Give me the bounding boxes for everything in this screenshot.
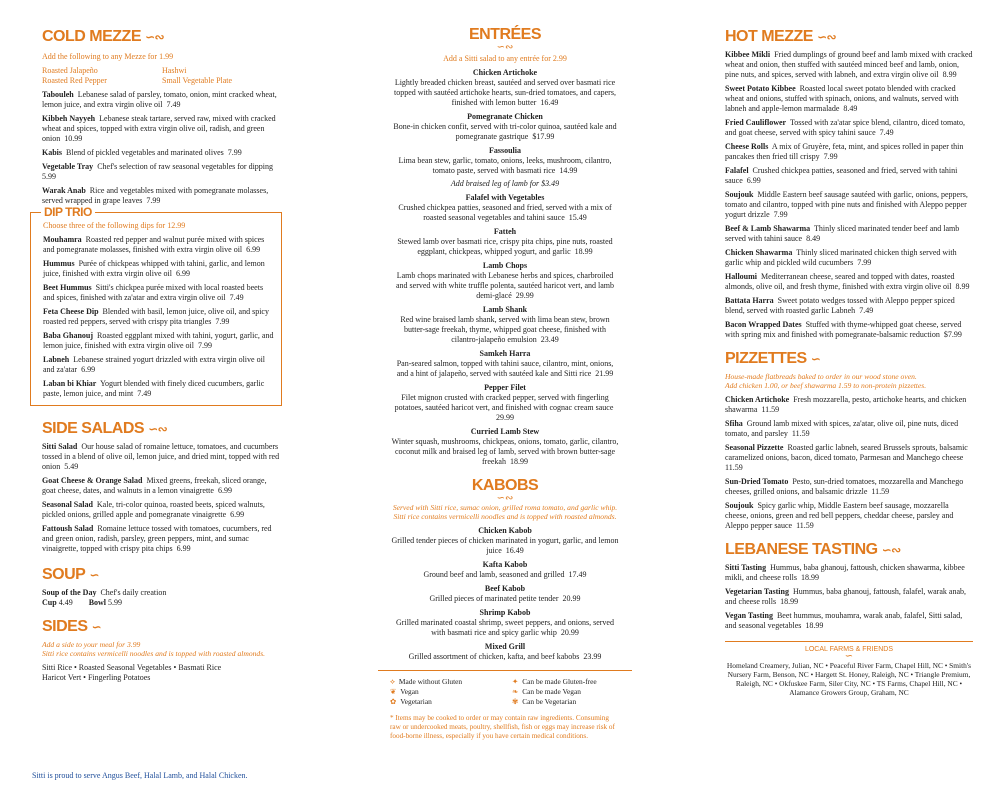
- menu-item-description: Blend of pickled vegetables and marinated olives: [66, 148, 224, 157]
- menu-item: [43, 379, 275, 399]
- menu-item: [725, 272, 973, 292]
- menu-item-description: Bone-in chicken confit, served with tri-color quinoa, sautéed kale and pomegranate gastrique: [393, 122, 617, 141]
- menu-item-description: Lamb chops marinated with Lebanese herbs and spices, charbroiled and served with white truffle polenta, sautéed haricot vert, and lamb demi-glacé: [396, 271, 614, 300]
- menu-item-description: Stewed lamb over basmati rice, crispy pita chips, pine nuts, roasted eggplant, chickpeas, whipped yogurt, and garlic: [397, 237, 613, 256]
- menu-item-description: Lima bean stew, garlic, tomato, onions, leeks, mushroom, cilantro, tomato paste, served with basmati rice: [398, 156, 612, 175]
- menu-item-description: Stuffed with thyme-whipped goat cheese, served with spring mix and finished with pomegranate-balsamic reduction: [725, 320, 962, 339]
- divider: [378, 670, 632, 671]
- kabobs-note-rice: Sitti rice contains vermicelli noodles and is topped with roasted almonds.: [393, 512, 617, 522]
- menu-item: [42, 442, 282, 472]
- menu-item-price: 16.49: [505, 545, 524, 555]
- menu-item-name: Mixed Grill: [484, 641, 526, 651]
- menu-item-price: 8.49: [843, 104, 858, 113]
- menu-item-name: Baba Ghanouj: [43, 331, 94, 340]
- menu-item-name: Sitti Tasting: [725, 562, 767, 572]
- menu-item-description: Lightly breaded chicken breast, sautéed and served over basmati rice topped with sautéed artichoke hearts, sun-dried tomatoes, and capers, finished with lemon butter: [394, 78, 616, 107]
- menu-item-name: Beef & Lamb Shawarma: [725, 224, 811, 233]
- menu-item-price: 7.99: [197, 341, 212, 350]
- menu-item: [725, 563, 973, 583]
- menu-item-price: 23.49: [540, 335, 559, 344]
- menu-item-price: 18.99: [780, 596, 799, 606]
- menu-item-description: Filet mignon crusted with cracked pepper, served with fingerling potatoes, sautéed haricot vert, and finished with cognac cream sauce: [394, 393, 614, 412]
- menu-item-price: 18.99: [805, 620, 824, 630]
- legend: [390, 677, 620, 706]
- menu-item-description: Fresh mozzarella, pesto, artichoke hearts, and chicken shawarma: [725, 394, 967, 414]
- menu-item-name: Cheese Rolls: [725, 142, 769, 151]
- menu-item-price: 18.99: [574, 247, 593, 256]
- menu-item-name: Kibbeh Nayyeh: [42, 114, 96, 123]
- menu-item-description: Ground beef and lamb, seasoned and grilled: [423, 569, 565, 579]
- menu-item-description: Hummus, baba ghanouj, fattoush, falafel, warak anab, and cheese rolls: [725, 586, 966, 606]
- menu-item-description: Sweet potato wedges tossed with Aleppo pepper spiced blend, served with roasted garlic Labneh: [725, 296, 955, 315]
- menu-item-name: Fatteh: [493, 227, 517, 236]
- menu-item: [43, 307, 275, 327]
- menu-item-name: Kafta Kabob: [482, 559, 528, 569]
- menu-item-name: Lamb Shank: [482, 305, 528, 314]
- menu-item-price: 18.99: [800, 572, 819, 582]
- dip-trio-heading: DIP TRIO: [41, 205, 95, 219]
- menu-item-price: 7.49: [166, 100, 181, 109]
- menu-item-description: Winter squash, mushrooms, chickpeas, onions, tomato, garlic, cilantro, coconut milk and braised leg of lamb, served with brown butter-sage freekah: [391, 437, 619, 466]
- soup-heading: SOUP ∽: [42, 566, 99, 583]
- column-center: [390, 0, 620, 741]
- menu-item: [725, 443, 973, 473]
- menu-item-price: 6.99: [176, 544, 191, 553]
- menu-item-price: 6.99: [746, 176, 761, 185]
- menu-item-price: 11.59: [725, 462, 743, 472]
- side-salads-heading: SIDE SALADS ∽∾: [42, 420, 168, 437]
- menu-item: [725, 611, 973, 631]
- menu-item-price: 6.99: [246, 245, 261, 254]
- menu-item: [42, 90, 282, 110]
- menu-item-name: Goat Cheese & Orange Salad: [42, 476, 143, 485]
- menu-item-description: Thinly sliced marinated tender beef and lamb served with tahini sauce: [725, 224, 960, 243]
- addon: Roasted Jalapeño: [42, 66, 98, 75]
- menu-item-extra: Add braised leg of lamb for $3.49: [450, 179, 560, 188]
- ornament-icon: ∽∾: [496, 493, 514, 504]
- menu-item: [725, 248, 973, 268]
- menu-item-description: Our house salad of romaine lettuce, tomatoes, and cucumbers tossed in a blend of olive oil, lemon juice, and dried mint, topped with red onion: [42, 442, 280, 471]
- menu-item: [390, 68, 620, 108]
- menu-item-price: 7.49: [879, 128, 894, 137]
- menu-item: [390, 608, 620, 638]
- menu-item-price: $7.99: [943, 330, 962, 339]
- menu-item-description: Hummus, baba ghanouj, fattoush, chicken shawarma, kibbee mikli, and cheese rolls: [725, 562, 965, 582]
- menu-item: [725, 142, 973, 162]
- menu-item-name: Fassoulia: [488, 146, 521, 155]
- menu-item-name: Warak Anab: [42, 186, 86, 195]
- menu-item: [725, 320, 973, 340]
- menu-item-price: 8.49: [806, 234, 821, 243]
- menu-item-name: Chicken Artichoke: [725, 394, 790, 404]
- menu-item-price: 17.49: [568, 569, 587, 579]
- menu-item-description: Blended with basil, lemon juice, olive oil, and spicy roasted red peppers, served with crispy pita triangles: [43, 307, 269, 326]
- menu-item: [725, 84, 973, 114]
- menu-item-name: Curried Lamb Stew: [470, 427, 540, 436]
- menu-item-description: Kale, tri-color quinoa, roasted beets, spiced walnuts, pickled onions, grilled apple and pomegranate vinaigrette: [42, 500, 265, 519]
- legend-item: ⟡ Made without Gluten: [390, 676, 463, 686]
- menu-item-name: Sun-Dried Tomato: [725, 476, 789, 486]
- menu-item-price: 20.99: [560, 627, 579, 637]
- menu-item-description: Rice and vegetables mixed with pomegranate molasses, served wrapped in grape leaves: [42, 186, 269, 205]
- menu-item-description: Beet hummus, mouhamra, warak anab, falafel, Sitti salad, and seasonal vegetables: [725, 610, 963, 630]
- menu-item-description: Crushed chickpea patties, seasoned and fried, served with a mix of roasted seasonal vegetables and tahini sauce: [398, 203, 612, 222]
- menu-item-price: 20.99: [562, 593, 581, 603]
- menu-item-description: Sitti's chickpea purée mixed with local roasted beets and spices, finished with za'atar and extra virgin olive oil: [43, 283, 264, 302]
- raw-food-warning: * Items may be cooked to order or may contain raw ingredients. Consuming raw or undercooked meats, poultry, shellfish, fish or eggs may increase risk of food-borne illness, especially if you have certain medical conditions.: [390, 713, 615, 740]
- hot-mezze-heading: HOT MEZZE ∽∾: [725, 28, 837, 45]
- menu-item: [390, 642, 620, 662]
- menu-item-description: Pesto, sun-dried tomatoes, mozzarella and Manchego cheeses, grilled onions, and balsamic drizzle: [725, 476, 964, 496]
- menu-item: [390, 427, 620, 467]
- menu-item-name: Fried Cauliflower: [725, 118, 787, 127]
- menu-item-name: Bacon Wrapped Dates: [725, 320, 802, 329]
- sides-note: Add a side to your meal for 3.99: [42, 640, 141, 649]
- menu-item: [725, 501, 973, 531]
- menu-item-description: Pan-seared salmon, topped with tahini sauce, cilantro, mint, onions, and a hint of jalapeño, served with sautéed kale and Sitti rice: [396, 359, 614, 378]
- menu-item: [390, 227, 620, 257]
- menu-item: [390, 584, 620, 604]
- menu-item-price: 29.99: [496, 413, 514, 422]
- menu-item-description: Grilled marinated coastal shrimp, sweet peppers, and onions, served with basmati rice and spicy garlic whip: [396, 617, 614, 637]
- pizzettes-note-addon: Add chicken 1.00, or beef shawarma 1.59 to non-protein pizzettes.: [725, 381, 927, 391]
- menu-item-description: Romaine lettuce tossed with tomatoes, cucumbers, red and green onion, radish, parsley, green peppers, mint, and sumac vinaigrette, topped with crispy pita chips: [42, 524, 272, 553]
- menu-item-price: 6.99: [175, 269, 190, 278]
- menu-item-description: A mix of Gruyère, feta, mint, and spices rolled in paper thin pancakes then fried till crispy: [725, 142, 964, 161]
- tasting-heading: LEBANESE TASTING ∽∾: [725, 540, 901, 558]
- menu-item-name: Soujouk: [725, 500, 754, 510]
- cold-mezze-note: Add the following to any Mezze for 1.99: [42, 52, 174, 61]
- menu-item-description: Mixed greens, freekah, sliced orange, goat cheese, dates, and walnuts in a lemon vinaigrette: [42, 476, 267, 495]
- menu-item-name: Vegetable Tray: [42, 162, 94, 171]
- menu-item-name: Vegan Tasting: [725, 610, 773, 620]
- menu-item-name: Pepper Filet: [484, 383, 526, 392]
- menu-item-description: Grilled pieces of marinated petite tender: [429, 593, 559, 603]
- menu-item: [42, 148, 282, 158]
- menu-item-description: Thinly sliced marinated chicken thigh served with garlic whip and pickled wild cucumbers: [725, 248, 957, 267]
- menu-item: [390, 305, 620, 345]
- menu-item-name: Laban bi Khiar: [43, 379, 97, 388]
- column-right: [725, 0, 973, 697]
- menu-item-price: 6.99: [230, 510, 245, 519]
- legend-item: ❦ Vegan: [390, 686, 419, 696]
- menu-item: [390, 193, 620, 223]
- menu-item: [390, 112, 620, 142]
- menu-item: [725, 296, 973, 316]
- menu-item-price: 7.99: [227, 148, 242, 157]
- legend-item: ✿ Vegetarian: [390, 696, 432, 706]
- menu-item-price: 29.99: [515, 291, 534, 300]
- menu-item-price: 18.99: [509, 457, 528, 466]
- menu-item-price: 5.49: [64, 462, 79, 471]
- menu-item-name: Fattoush Salad: [42, 524, 94, 533]
- menu-item: [390, 383, 620, 423]
- menu-item-price: 6.99: [217, 486, 232, 495]
- menu-item-name: Samkeh Harra: [479, 349, 531, 358]
- menu-item-description: Purée of chickpeas whipped with tahini, garlic, and lemon juice, finished with extra virgin olive oil: [43, 259, 265, 278]
- divider: [725, 641, 973, 642]
- menu-item-name: Falafel with Vegetables: [465, 193, 545, 202]
- addon: Roasted Red Pepper: [42, 76, 107, 85]
- entrees-heading: ENTRÉES: [468, 26, 542, 43]
- menu-item-name: Vegetarian Tasting: [725, 586, 789, 596]
- menu-item: [725, 419, 973, 439]
- kabobs-note: Served with Sitti rice, sumac onion, grilled roma tomato, and garlic whip.: [392, 503, 618, 512]
- menu-item-price: 15.49: [568, 213, 587, 222]
- sides-heading: SIDES ∽: [42, 618, 102, 635]
- legend-item: ✾ Can be Vegetarian: [512, 696, 577, 706]
- menu-item-price: 6.99: [81, 365, 96, 374]
- menu-item-price: 10.99: [64, 134, 83, 143]
- farms-list: Homeland Creamery, Julian, NC • Peaceful River Farm, Chapel Hill, NC • Smith's Nursery Farm, Benson, NC • Hargett St. Honey, Raleigh, NC • Triangle Premium, Raleigh, NC • Okfuskee Farm, Siler City, NC • TS Farms, Chapel Hill, NC • Alamance Growers Group, Graham, NC: [726, 660, 972, 697]
- menu-item-name: Beet Hummus: [43, 283, 92, 292]
- menu-item-description: Roasted red pepper and walnut purée mixed with spices and pomegranate molasses, finished with extra virgin olive oil: [43, 235, 265, 254]
- menu-item: [390, 560, 620, 580]
- menu-item-name: Soujouk: [725, 190, 754, 199]
- menu-item-description: Red wine braised lamb shank, served with lima bean stew, brown butter-sage freekah, thyme, whipped goat cheese, finished with cilantro-jalapeño emulsion: [400, 315, 610, 344]
- menu-item-price: 8.99: [955, 282, 970, 291]
- menu-item-description: Chef's selection of raw seasonal vegetables for dipping: [97, 162, 274, 171]
- menu-item: [725, 190, 973, 220]
- menu-item: [42, 500, 282, 520]
- menu-item-price: 23.99: [583, 651, 602, 661]
- menu-item: [42, 162, 282, 182]
- farms-heading: LOCAL FARMS & FRIENDS: [804, 645, 894, 653]
- menu-item: [725, 587, 973, 607]
- menu-item-description: Roasted eggplant mixed with tahini, yogurt, garlic, and lemon juice, finished with extra virgin olive oil: [43, 331, 274, 350]
- menu-item-name: Sfiha: [725, 418, 743, 428]
- menu-item-price: 21.99: [595, 369, 614, 378]
- menu-item-description: Roasted local sweet potato blended with cracked wheat and onions, stuffed with spinach, onions, and walnuts, served with labneh and apple-lemon marmalade: [725, 84, 959, 113]
- entrees-note: Add a Sitti salad to any entrée for 2.99: [443, 54, 567, 63]
- column-left: [42, 0, 282, 683]
- menu-item-name: Halloumi: [725, 272, 758, 281]
- menu-item-price: 7.99: [823, 152, 838, 161]
- menu-item-name: Tabouleh: [42, 90, 74, 99]
- legend-item: ❧ Can be made Vegan: [512, 686, 581, 696]
- menu-item-price: 7.49: [859, 306, 874, 315]
- menu-item-name: Pomegranate Chicken: [467, 112, 543, 121]
- dip-trio-box: [30, 205, 282, 406]
- menu-item: [390, 146, 620, 189]
- menu-item-description: Spicy garlic whip, Middle Eastern beef sausage, mozzarella cheese, onions, green and red bell peppers, cheddar cheese, parsley and Aleppo pepper sauce: [725, 500, 954, 530]
- menu-item-description: Grilled tender pieces of chicken marinated in yogurt, garlic, and lemon juice: [391, 535, 619, 555]
- menu-item-description: Mediterranean cheese, seared and topped with dates, roasted almonds, olive oil, and fresh thyme, finished with extra virgin olive oil: [725, 272, 955, 291]
- ornament-icon: ∽∾: [496, 42, 514, 53]
- menu-item-name: Kibbee Mikli: [725, 50, 771, 59]
- menu-item-price: 7.99: [215, 317, 230, 326]
- menu-item-price: $17.99: [532, 132, 555, 141]
- menu-item-description: Tossed with za'atar spice blend, cilantro, diced tomato, and goat cheese, served with spicy tahini sauce: [725, 118, 966, 137]
- menu-item: [390, 349, 620, 379]
- menu-item-price: 11.59: [871, 486, 890, 496]
- menu-item-description: Crushed chickpea patties, seasoned and fried, served with tahini sauce: [725, 166, 958, 185]
- menu-item-price: 8.99: [942, 70, 957, 79]
- menu-item-description: Middle Eastern beef sausage sautéed with garlic, onions, peppers, tomato and cilantro, topped with pine nuts and finished with Aleppo pepper yogurt drizzle: [725, 190, 968, 219]
- menu-item-name: Hummus: [43, 259, 75, 268]
- cold-mezze-addons: [42, 66, 282, 86]
- menu-item-price: 5.99: [42, 172, 56, 181]
- legend-item: ✦ Can be made Gluten-free: [512, 676, 597, 686]
- menu-item: [43, 283, 275, 303]
- menu-item: [725, 224, 973, 244]
- ornament-icon: ∽: [844, 650, 854, 662]
- menu-item-name: Chicken Kabob: [478, 525, 532, 535]
- menu-item: [43, 355, 275, 375]
- menu-item-description: Lebanese steak tartare, served raw, mixed with cracked wheat and spices, topped with extra virgin olive oil, radish, and green onion: [42, 114, 276, 143]
- menu-item-price: 7.99: [146, 196, 161, 205]
- menu-item-name: Sitti Salad: [42, 442, 78, 451]
- menu-item: [42, 114, 282, 144]
- sides-list: Sitti Rice • Roasted Seasonal Vegetables • Basmati Rice Haricot Vert • Fingerling Potatoes: [42, 662, 222, 682]
- menu-item-description: Roasted garlic labneh, seared Brussels sprouts, balsamic caramelized onions, bacon, diced tomato, Parmesan and Manchego cheese: [725, 442, 968, 462]
- menu-item-price: 14.99: [559, 166, 578, 175]
- menu-item: [390, 526, 620, 556]
- menu-item-name: Mouhamra: [43, 235, 82, 244]
- menu-item-name: Chicken Shawarma: [725, 248, 793, 257]
- addon: Small Vegetable Plate: [162, 76, 233, 85]
- pizzettes-heading: PIZZETTES ∽: [725, 350, 821, 367]
- menu-item: [390, 261, 620, 301]
- menu-item-name: Shrimp Kabob: [479, 607, 531, 617]
- menu-item-name: Seasonal Salad: [42, 500, 93, 509]
- menu-item: [725, 50, 973, 80]
- menu-item-name: Seasonal Pizzette: [725, 442, 784, 452]
- menu-item-description: Lebanese strained yogurt drizzled with extra virgin olive oil and za'atar: [43, 355, 266, 374]
- menu-item-description: Fried dumplings of ground beef and lamb mixed with cracked wheat and onion, then stuffed with sautéed minced beef and lamb, onion, pine nuts, and spices, served with labneh, and extra virgin olive oil: [725, 50, 973, 79]
- menu-item-description: Yogurt blended with finely diced cucumbers, garlic paste, lemon juice, and mint: [43, 379, 265, 398]
- menu-item-price: 11.59: [761, 404, 780, 414]
- menu-item: [725, 118, 973, 138]
- menu-item: [725, 477, 973, 497]
- footer-note: Sitti is proud to serve Angus Beef, Halal Lamb, and Halal Chicken.: [32, 771, 248, 780]
- menu-item-description: Grilled assortment of chicken, kafta, and beef kabobs: [408, 651, 580, 661]
- kabobs-heading: KABOBS: [471, 477, 539, 494]
- menu-item-name: Chicken Artichoke: [472, 68, 538, 77]
- menu-item-name: Battata Harra: [725, 296, 774, 305]
- pizzettes-note: House-made flatbreads baked to order in our wood stone oven.: [725, 372, 917, 381]
- menu-item-description: Ground lamb mixed with spices, za'atar, olive oil, pine nuts, diced tomato, and parsley: [725, 418, 959, 438]
- menu-item-price: 7.49: [137, 389, 152, 398]
- menu-item: [42, 524, 282, 554]
- menu-item-name: Labneh: [43, 355, 70, 364]
- menu-item: [43, 259, 275, 279]
- menu-item-price: 7.49: [229, 293, 244, 302]
- menu-item: [42, 186, 282, 206]
- dip-trio-note: Choose three of the following dips for 12.99: [43, 221, 186, 230]
- menu-item-price: 11.59: [791, 428, 810, 438]
- menu-item-name: Sweet Potato Kibbee: [725, 84, 796, 93]
- menu-item-name: Beef Kabob: [484, 583, 526, 593]
- menu-item-name: Falafel: [725, 166, 749, 175]
- addon: Hashwi: [162, 66, 187, 75]
- menu-item-name: Lamb Chops: [482, 261, 528, 270]
- soup-item: Soup of the Day Chef's daily creation Cup 4.49 Bowl 5.99: [42, 588, 167, 607]
- menu-item: [725, 395, 973, 415]
- menu-item-price: 7.99: [857, 258, 872, 267]
- menu-item-price: 7.99: [773, 210, 788, 219]
- cold-mezze-heading: COLD MEZZE ∽∾: [42, 28, 165, 45]
- menu-item: [43, 331, 275, 351]
- menu-item-price: 16.49: [540, 98, 559, 107]
- menu-item-name: Feta Cheese Dip: [43, 307, 99, 316]
- menu-item-description: Lebanese salad of parsley, tomato, onion, mint cracked wheat, lemon juice, and extra virgin olive oil: [42, 90, 277, 109]
- sides-note-rice: Sitti rice contains vermicelli noodles and is topped with roasted almonds.: [42, 649, 266, 659]
- menu-item: [725, 166, 973, 186]
- menu-item-price: 11.59: [796, 520, 814, 530]
- menu-item-name: Kabis: [42, 148, 63, 157]
- menu-item: [42, 476, 282, 496]
- menu-item: [43, 235, 275, 255]
